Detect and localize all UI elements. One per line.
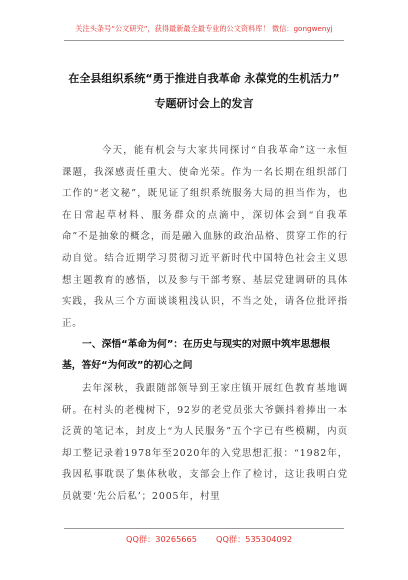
body-paragraph-intro: 今天，能有机会与大家共同探讨“自我革命”这一永恒课题，我深感责任重大、使命光荣。作为一名长期在组织部门工作的“老文秘”，既见证了组织系统服务大局的担当作为，也在日常起草材料、服务群众的点滴中，深切体会到“自我革命”不是抽象的概念，而是融入血脉的政治品格、贯穿工作的行动自觉。结合近期学习贯彻习近平新时代中国特色社会主义思想主题教育的感悟，以及参与干部考察、基层党建调研的具体实践，我从三个方面谈谈粗浅认识，不当之处，请各位批评指正。 bbox=[62, 145, 348, 329]
document-title-line1: 在全县组织系统“勇于推进自我革命 永葆党的生机活力” bbox=[68, 72, 340, 85]
section-heading-1: 一、深悟“革命为何”：在历史与现实的对照中筑牢思想根基，答好“为何改”的初心之问 bbox=[62, 339, 331, 371]
footer-qq-group-1: QQ群：30265665 bbox=[126, 534, 197, 544]
header-divider bbox=[64, 40, 344, 41]
footer-divider bbox=[64, 528, 344, 529]
footer-qq-group-2: QQ群：535304092 bbox=[216, 534, 293, 544]
page-header-banner: 关注头条号“公文研究”，获得最新最全最专业的公文资料库！ 微信：gongwenyj bbox=[75, 24, 333, 33]
body-paragraph-2: 去年深秋，我跟随部领导到王家庄镇开展红色教育基地调研。在村头的老槐树下，92岁的老党员张大爷颤抖着捧出一本泛黄的笔记本，封皮上“为人民服务”五个字已有些模糊，内页却工整记录着1978年至2020年的入党思想汇报：“1982年，我因私事耽误了集体秋收，支部会上作了检讨，这让我明白党员就要‘先公后私’；2005年，村里 bbox=[62, 383, 348, 502]
document-title-line2: 专题研讨会上的发言 bbox=[154, 97, 254, 110]
